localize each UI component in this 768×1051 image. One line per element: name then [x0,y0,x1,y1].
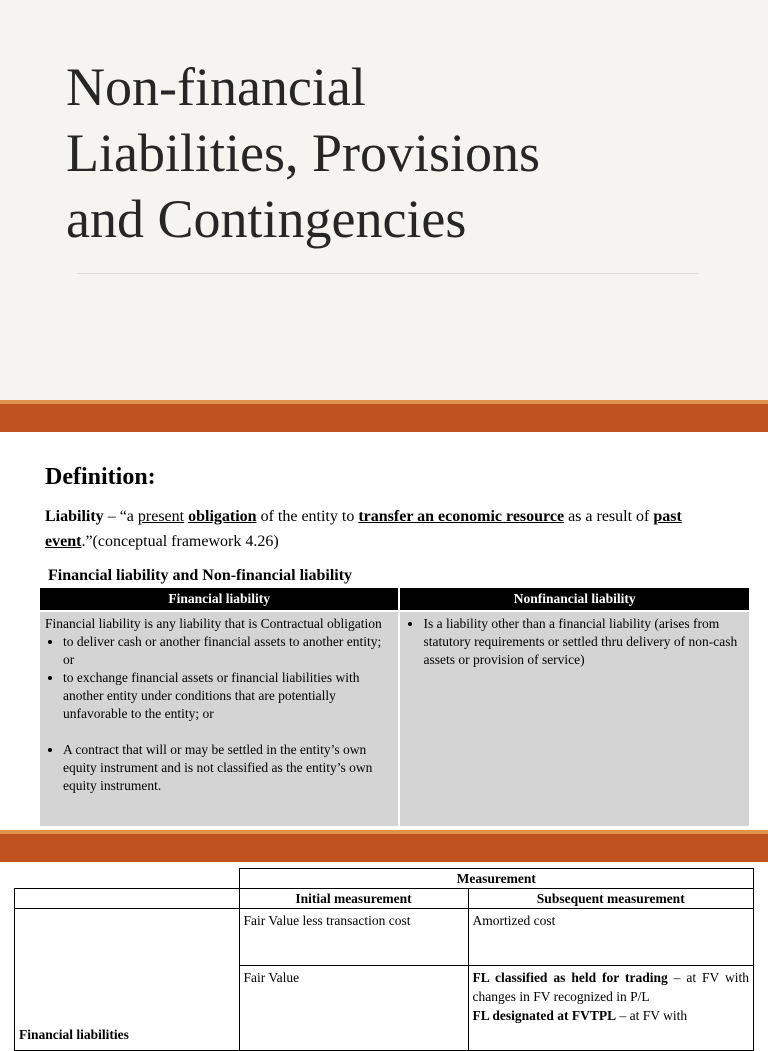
held-for-trading-text: – at FV with changes in FV recognized in P/L [472,970,749,1004]
phrase-transfer: transfer an economic resource [358,508,565,525]
orange-band-bottom [0,830,768,866]
liability-definition [45,504,735,554]
band-body [0,404,768,432]
list-item: • Is a liability other than a financial liability (arises from statutory requirements or settled thru delivery of non-cash assets or provision of service) [423,615,744,669]
cell-subsequent-2 [468,966,754,1051]
title-line-2: Liabilities, Provisions [66,123,541,183]
comparison-body-row [40,611,749,826]
orange-band-top [0,400,768,432]
held-for-trading-label: FL classified as held for trading [472,970,668,985]
comparison-heading: Financial liability and Non-financial liability [48,567,353,584]
definition-dash: – “a [103,508,138,525]
slide-title [66,54,746,252]
header-subsequent: Subsequent measurement [468,889,754,909]
definition-slide [0,432,768,830]
list-item: • to deliver cash or another financial assets to another entity; or [63,633,393,669]
row-label-financial-liabilities: Financial liabilities [15,909,240,1051]
nonfinancial-bullets [405,615,744,669]
definition-heading: Definition: [45,464,156,490]
definition-tail: .”(conceptual framework 4.26) [81,533,279,550]
measurement-title-row [15,869,754,889]
list-item: • A contract that will or may be settled in the entity’s own equity instrument and is not classified as the entity’s own equity instrument. [63,741,393,795]
cell-initial-2: Fair Value [239,966,468,1051]
definition-mid-2: as a result of [564,508,654,525]
nonfinancial-cell [399,611,749,826]
table-row [15,909,754,966]
financial-intro: Financial liability is any liability that is Contractual obligation [45,616,382,631]
empty-header-cell [15,889,240,909]
financial-bullets [45,633,393,795]
term-liability: Liability [45,508,104,525]
header-nonfinancial: Nonfinancial liability [399,588,749,611]
header-initial: Initial measurement [239,889,468,909]
cell-subsequent-1: Amortized cost [468,909,754,966]
measurement-slide [0,862,768,1042]
word-present: present [137,508,185,525]
phrase-past-event: past event [45,508,682,550]
comparison-header-row [40,588,749,611]
measurement-header-row [15,889,754,909]
definition-mid-1: of the entity to [256,508,359,525]
designated-fvtpl-text: – at FV with [616,1008,688,1023]
title-slide [0,0,768,400]
title-divider [77,273,698,274]
designated-fvtpl-label: FL designated at FVTPL [472,1008,617,1023]
empty-corner [15,869,240,889]
list-item: • to exchange financial assets or financial liabilities with another entity under conditions that are potentially unfavorable to the entity; or [63,669,393,723]
cell-initial-1: Fair Value less transaction cost [239,909,468,966]
measurement-title: Measurement [239,869,754,889]
header-financial: Financial liability [40,588,399,611]
title-line-3: and Contingencies [66,189,467,249]
title-line-1: Non-financial [66,57,366,117]
financial-cell [40,611,399,826]
word-obligation: obligation [188,508,257,525]
comparison-table [40,588,749,826]
